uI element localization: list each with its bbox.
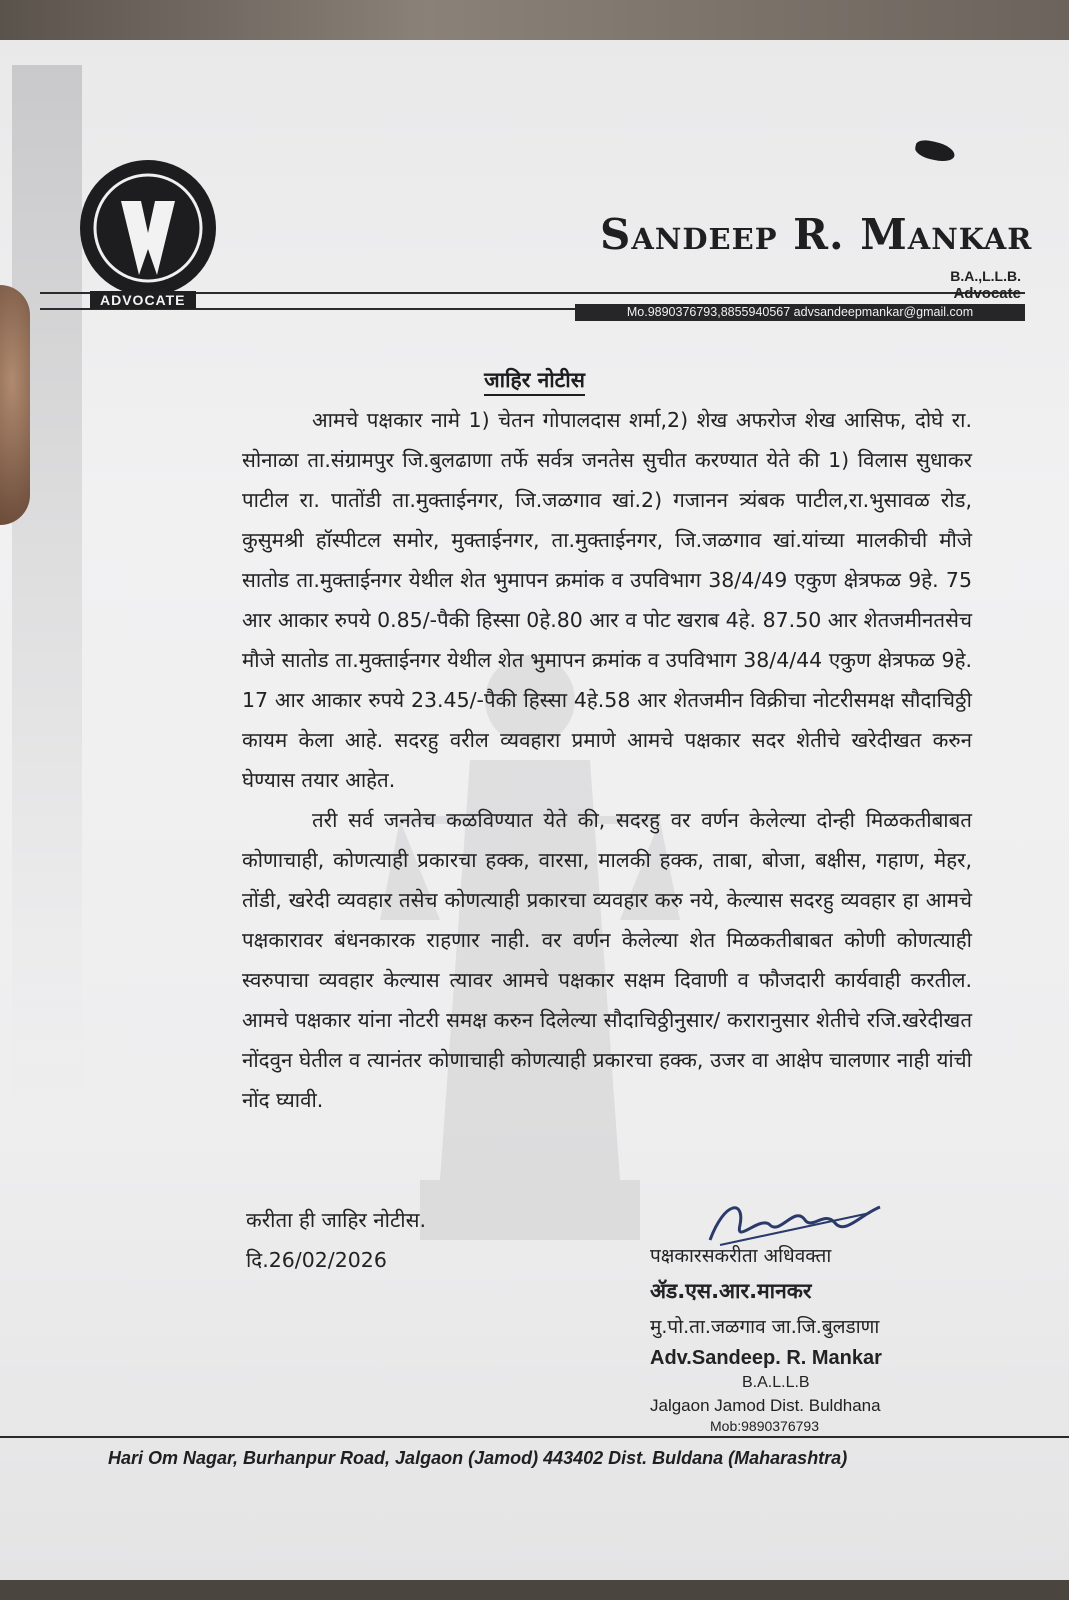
notice-paragraph-2: तरी सर्व जनतेच कळविण्यात येते की, सदरहु वर वर्णन केलेल्या दोन्ही मिळकतीबाबत कोणाचाही, कोणत्याही प्रकारचा हक्क, वारसा, मालकी हक्क, ताबा, बोजा, बक्षीस, गहाण, मेहर, तोंडी, खरेदी व्यवहार तसेच कोणत्याही प्रकारचा व्यवहार करु नये, केल्यास सदरहु व्यवहार हा आमचे पक्षकारावर बंधनकारक राहणार नाही. वर वर्णन केलेल्या शेत मिळकतीबाबत कोणी कोणत्याही स्वरुपाचा व्यवहार केल्यास त्यावर आमचे पक्षकार सक्षम दिवाणी व फौजदारी कार्यवाही करतील. आमचे पक्षकार यांना नोटरी समक्ष करुन दिलेल्या सौदाचिठ्ठीनुसार/ करारानुसार शेतीचे रजि.खरेदीखत नोंदवुन घेतील व त्यानंतर कोणाचाही कोणत्याही प्रकारचा हक्क, उजर वा आक्षेप चालणार नाही यांची नोंद घ्यावी.	[242, 808, 972, 1112]
advocate-name: Sandeep R. Mankar	[600, 210, 1033, 259]
stamp-mobile: Mob:9890376793	[710, 1418, 819, 1434]
closing-block	[246, 1200, 426, 1280]
stamp-name: Adv.Sandeep. R. Mankar	[650, 1347, 882, 1369]
signature-name-marathi: ॲड.एस.आर.मानकर	[650, 1279, 812, 1303]
notice-title-text: जाहिर नोटीस	[484, 368, 585, 396]
contact-bar: Mo.9890376793,8855940567 advsandeepmankar@gmail.com	[575, 304, 1025, 321]
advocate-title: Advocate	[953, 285, 1021, 302]
footer-address: Hari Om Nagar, Burhanpur Road, Jalgaon (Jamod) 443402 Dist. Buldana (Maharashtra)	[108, 1448, 848, 1468]
notice-title	[0, 366, 1069, 394]
stamp-place: Jalgaon Jamod Dist. Buldhana	[650, 1396, 881, 1415]
notice-paragraph-1: आमचे पक्षकार नामे 1) चेतन गोपालदास शर्मा,2) शेख अफरोज शेख आसिफ, दोघे रा. सोनाळा ता.संग्रामपुर जि.बुलढाणा तर्फे सर्वत्र जनतेस सुचीत करण्यात येते की 1) विलास सुधाकर पाटील रा. पातोंडी ता.मुक्ताईनगर, जि.जळगाव खां.2) गजानन त्र्यंबक पाटील,रा.भुसावळ रोड, कुसुमश्री हॉस्पीटल समोर, मुक्ताईनगर, ता.मुक्ताईनगर, जि.जळगाव खां.यांच्या मालकीची मौजे सातोड ता.मुक्ताईनगर येथील शेत भुमापन क्रमांक व उपविभाग 38/4/49 एकुण क्षेत्रफळ 9हे. 75 आर आकार रुपये 0.85/-पैकी हिस्सा 0हे.80 आर व पोट खराब 4हे. 87.50 आर शेतजमीनतसेच मौजे सातोड ता.मुक्ताईनगर येथील शेत भुमापन क्रमांक व उपविभाग 38/4/44 एकुण क्षेत्रफळ 9हे. 17 आर आकार रुपये 23.45/-पैकी हिस्सा 4हे.58 आर शेतजमीन विक्रीचा नोटरीसमक्ष सौदाचिठ्ठी कायम केला आहे. सदरहु वरील व्यवहारा प्रमाणे आमचे पक्षकार सदर शेतीचे खरेदीखत करुन घेण्यास तयार आहेत.	[242, 408, 972, 792]
footer-rule	[0, 1436, 1069, 1438]
notice-date: दि.26/02/2026	[246, 1248, 387, 1272]
letterhead-side-band	[12, 65, 82, 1165]
advocate-logo-icon	[80, 160, 216, 296]
photo-background-top	[0, 0, 1069, 40]
photo-background-bottom	[0, 1580, 1069, 1600]
thumb-in-photo	[0, 285, 30, 525]
stamp-degree: B.A.L.L.B	[742, 1374, 810, 1391]
signature-block	[650, 1240, 980, 1434]
logo-label: ADVOCATE	[90, 291, 196, 309]
closing-line: करीता ही जाहिर नोटीस.	[246, 1208, 426, 1232]
advocate-degree: B.A.,L.L.B.	[950, 268, 1021, 284]
notice-body	[242, 400, 972, 1120]
signature-address-marathi: मु.पो.ता.जळगाव जा.जि.बुलडाणा	[650, 1316, 880, 1338]
signature-role: पक्षकारसकरीता अधिवक्ता	[650, 1245, 832, 1267]
